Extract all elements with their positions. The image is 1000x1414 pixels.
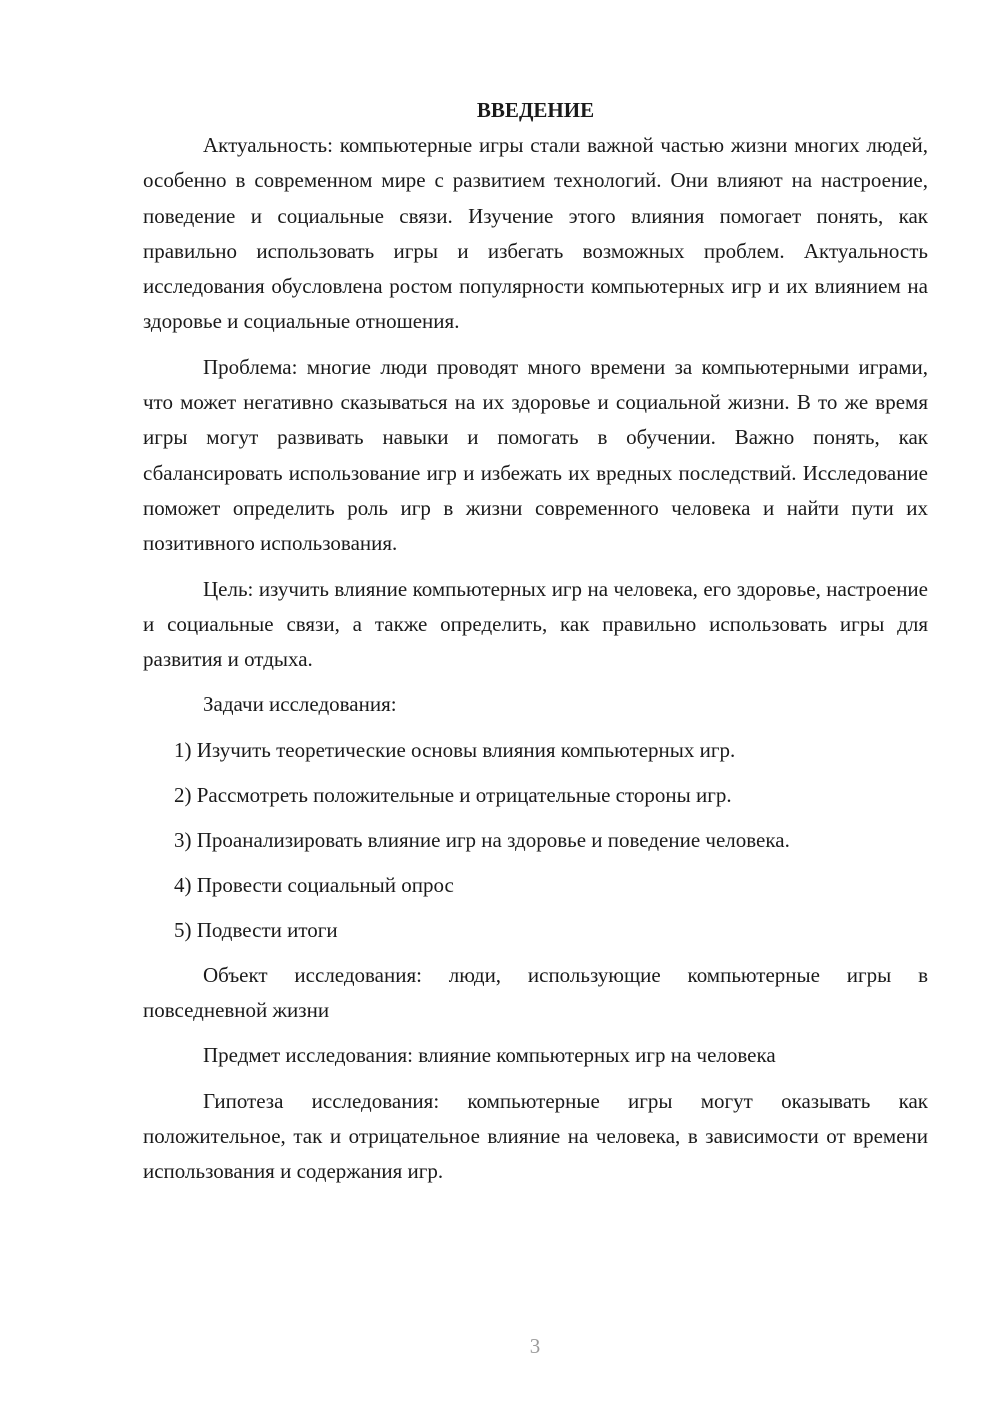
object-paragraph: Объект исследования: люди, использующие компьютерные игры в повседневной жизни [143, 962, 928, 1023]
problem-paragraph: Проблема: многие люди проводят много времени за компьютерными играми, что может негативно сказываться на их здоровье и социальной жизни. В то же время игры могут развивать навыки и помогать в обучении. Важно понять, как сбалансировать использование игр и избежать их вредных последствий. Исследование поможет определить роль игр в жизни современного человека и найти пути их позитивного использования. [143, 354, 928, 556]
task-item-2: 2) Рассмотреть положительные и отрицательные стороны игр. [174, 782, 732, 807]
page-number: 3 [529, 1334, 541, 1358]
task-item-4: 4) Провести социальный опрос [174, 872, 454, 897]
hypothesis-paragraph: Гипотеза исследования: компьютерные игры могут оказывать как положительное, так и отрицательное влияние на человека, в зависимости от времени использования и содержания игр. [143, 1088, 928, 1184]
relevance-paragraph: Актуальность: компьютерные игры стали важной частью жизни многих людей, особенно в современном мире с развитием технологий. Они влияют на настроение, поведение и социальные связи. Изучение этого влияния помогает понять, как правильно использовать игры и избегать возможных проблем. Актуальность исследования обусловлена ростом популярности компьютерных игр и их влиянием на здоровье и социальные отношения. [143, 133, 928, 334]
goal-paragraph: Цель: изучить влияние компьютерных игр на человека, его здоровье, настроение и социальные связи, а также определить, как правильно использовать игры для развития и отдыха. [143, 576, 928, 672]
task-item-5: 5) Подвести итоги [174, 917, 338, 942]
task-item-1: 1) Изучить теоретические основы влияния компьютерных игр. [174, 737, 736, 762]
page-title: ВВЕДЕНИЕ [476, 98, 595, 122]
task-item-3: 3) Проанализировать влияние игр на здоровье и поведение человека. [174, 827, 790, 852]
subject-paragraph: Предмет исследования: влияние компьютерных игр на человека [203, 1043, 776, 1068]
tasks-list [143, 733, 928, 948]
document-body [143, 93, 928, 1190]
tasks-heading: Задачи исследования: [203, 692, 397, 717]
